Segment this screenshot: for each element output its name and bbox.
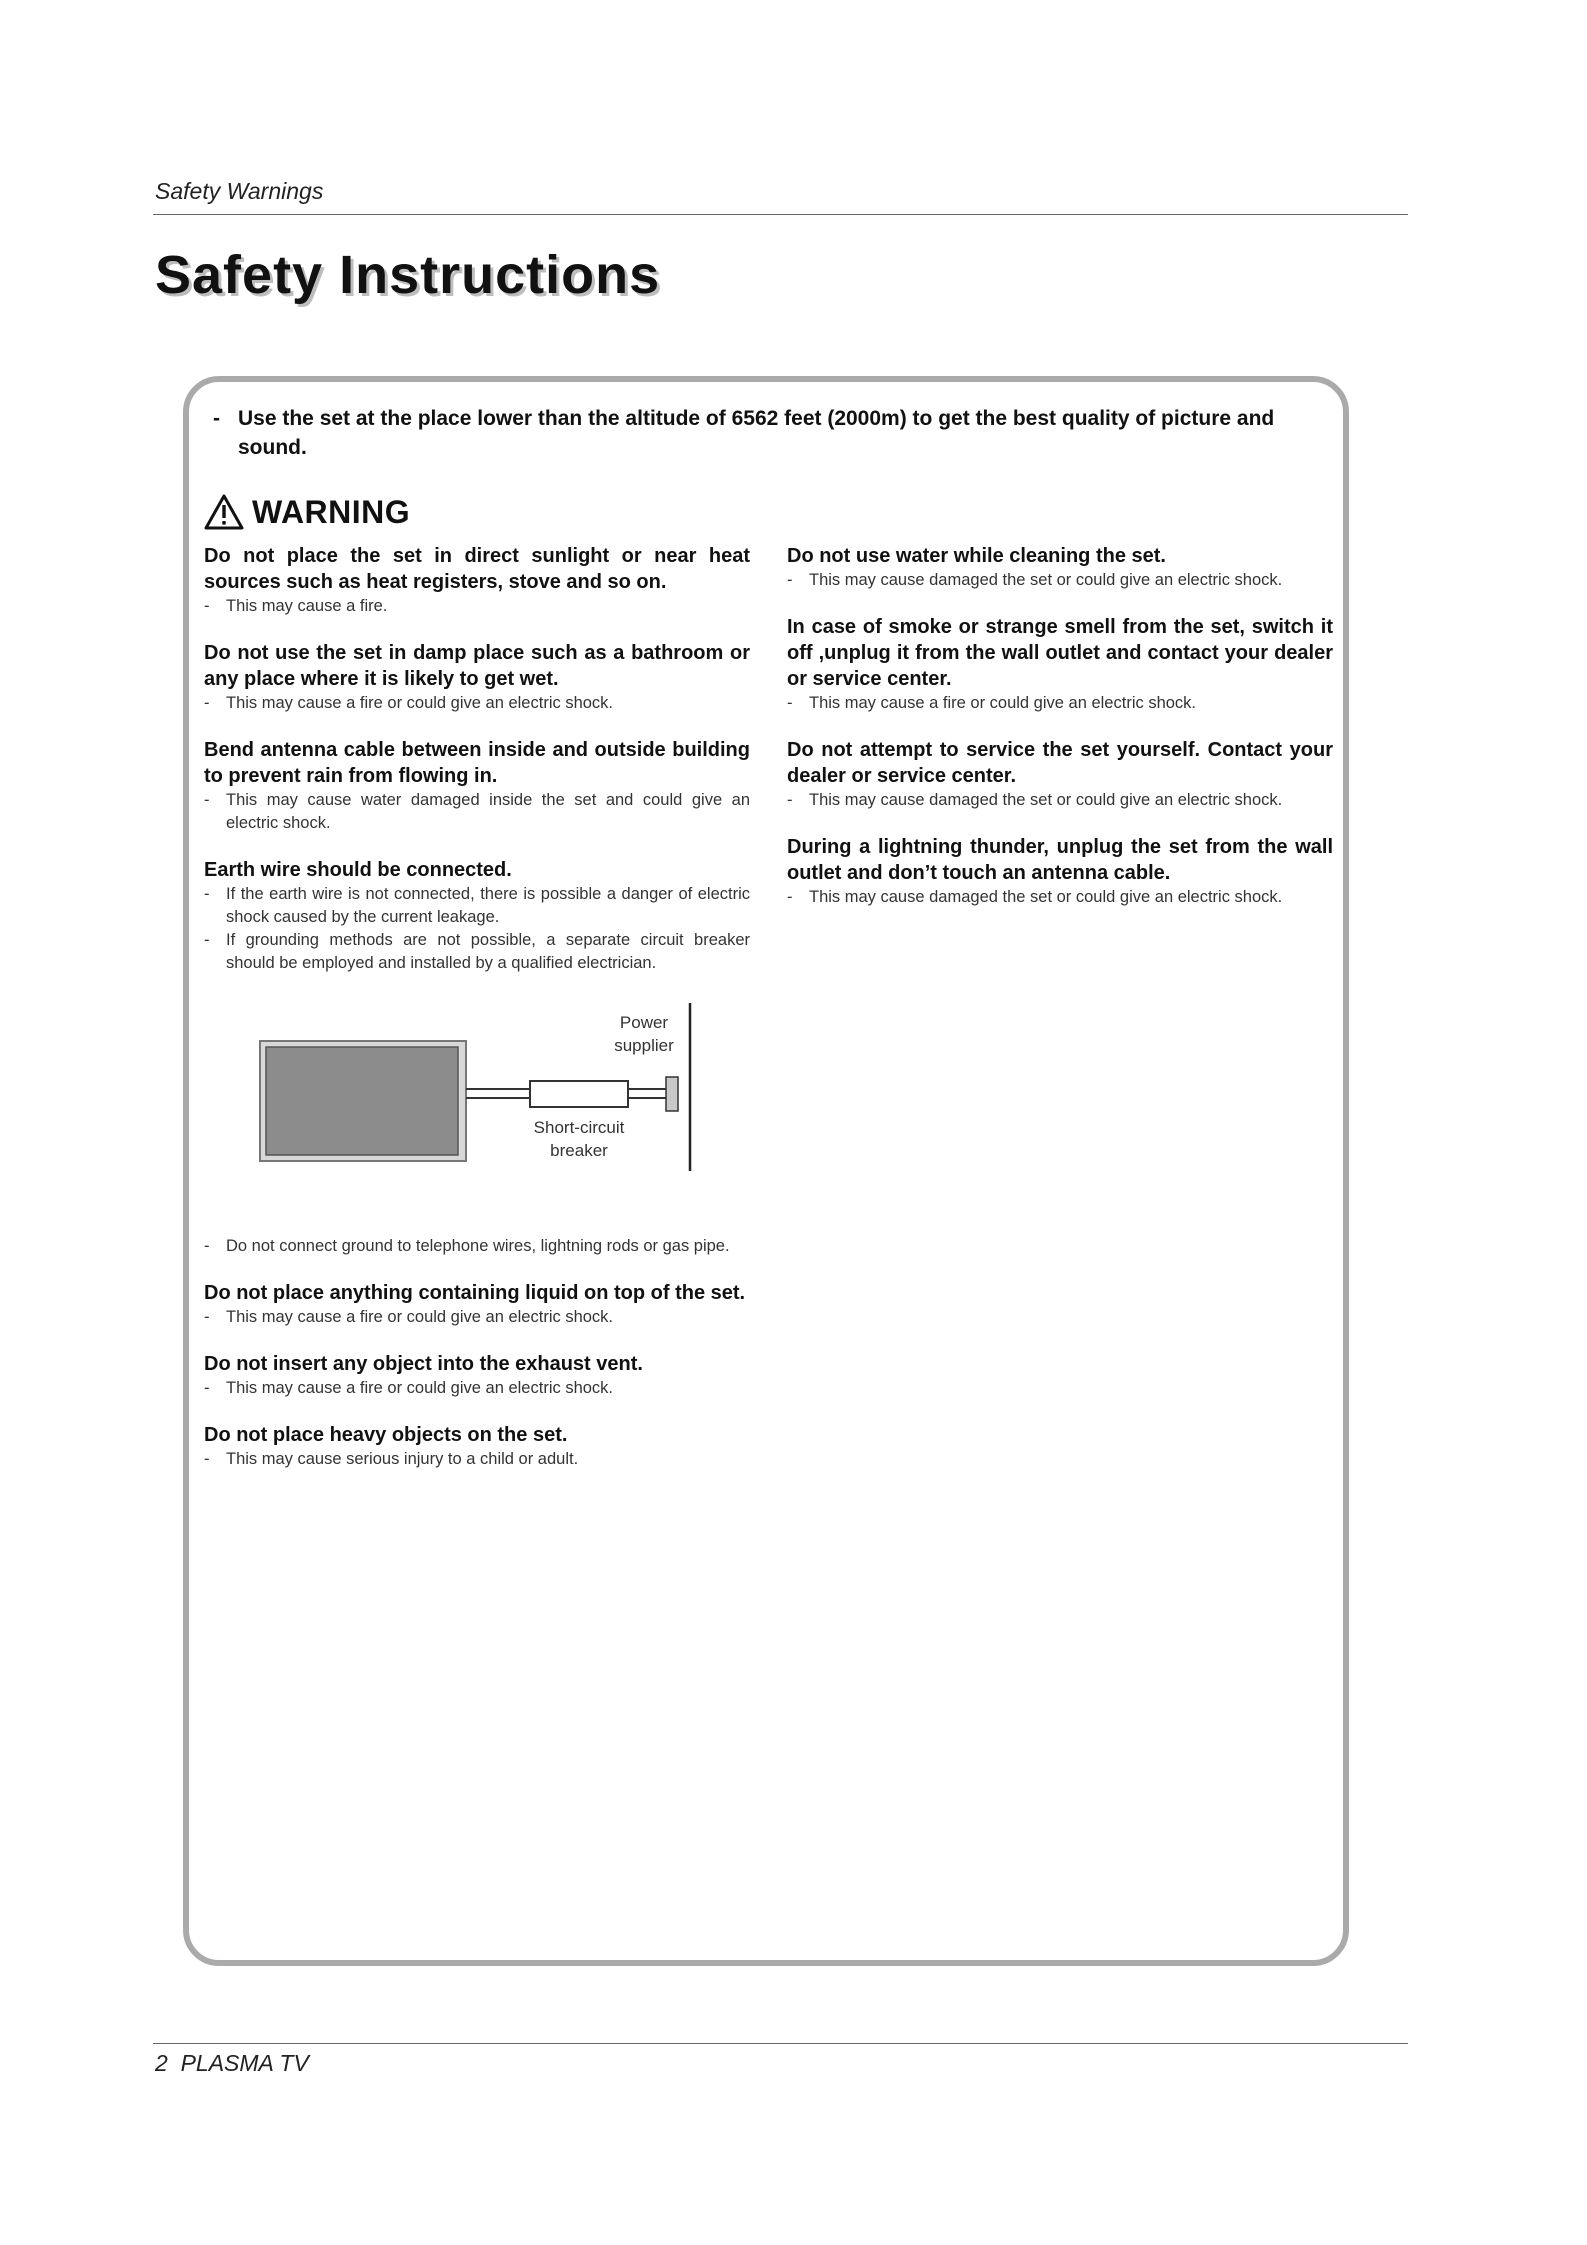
instruction-note: [787, 569, 1333, 592]
right-column: [787, 543, 1333, 931]
instruction-note: [204, 789, 750, 835]
ground-note-text: Do not connect ground to telephone wires, lightning rods or gas pipe.: [226, 1237, 730, 1255]
instruction-note-text: If the earth wire is not connected, there is possible a danger of electric shock caused by the current leakage.: [226, 885, 750, 926]
bullet-dash: -: [204, 1308, 210, 1326]
instruction-item: [787, 737, 1333, 812]
instruction-note: [204, 929, 750, 975]
power-label-line1: Power: [619, 1013, 669, 1032]
ground-note: [204, 1235, 750, 1258]
instruction-note-text: This may cause water damaged inside the set and could give an electric shock.: [226, 791, 750, 832]
bullet-dash: -: [204, 791, 210, 809]
page-footer: 2 PLASMA TV: [155, 2050, 309, 2076]
instruction-note-text: This may cause a fire or could give an electric shock.: [809, 694, 1197, 712]
bullet-dash: -: [213, 407, 220, 430]
breaker-label: [514, 1116, 644, 1162]
instruction-heading: Do not place the set in direct sunlight or near heat sources such as heat registers, stove and so on.: [204, 545, 750, 593]
left-column: [204, 543, 750, 1493]
bullet-dash: -: [204, 1237, 210, 1255]
instruction-note: [787, 789, 1333, 812]
instruction-note: [204, 1448, 750, 1471]
instruction-note: [204, 883, 750, 929]
bullet-dash: -: [787, 791, 793, 809]
instruction-note-text: This may cause a fire or could give an electric shock.: [226, 1308, 614, 1326]
instruction-heading: During a lightning thunder, unplug the set from the wall outlet and don’t touch an antenna cable.: [787, 836, 1333, 884]
instruction-item: [204, 1351, 750, 1400]
instruction-item: [204, 1422, 750, 1471]
breaker-label-line1: Short-circuit: [533, 1118, 625, 1137]
warning-label: WARNING: [252, 493, 411, 530]
instruction-item: [204, 737, 750, 835]
instruction-note: [204, 1377, 750, 1400]
bullet-dash: -: [787, 694, 793, 712]
instruction-heading: Do not place anything containing liquid on top of the set.: [204, 1282, 746, 1304]
bullet-dash: -: [204, 1379, 210, 1397]
tv-screen: [266, 1047, 458, 1155]
instruction-heading: Bend antenna cable between inside and outside building to prevent rain from flowing in.: [204, 739, 750, 787]
instruction-note: [204, 692, 750, 715]
instruction-item: [787, 543, 1333, 592]
bullet-dash: -: [787, 888, 793, 906]
instruction-heading: Earth wire should be connected.: [204, 859, 512, 881]
bullet-dash: -: [204, 885, 210, 903]
instruction-heading: Do not insert any object into the exhaust vent.: [204, 1353, 643, 1375]
instruction-note-text: This may cause damaged the set or could give an electric shock.: [809, 571, 1283, 589]
power-supplier-label: [596, 1011, 692, 1057]
breaker-label-line2: breaker: [550, 1141, 608, 1160]
instruction-heading: Do not use the set in damp place such as a bathroom or any place where it is likely to get wet.: [204, 642, 750, 690]
instruction-item: [204, 543, 750, 618]
instruction-note: [204, 1306, 750, 1329]
instruction-heading: In case of smoke or strange smell from the set, switch it off ,unplug it from the wall outlet and contact your dealer or service center.: [787, 616, 1333, 690]
power-label-line2: supplier: [614, 1036, 674, 1055]
instruction-note: [204, 595, 750, 618]
warning-triangle-icon: [204, 494, 244, 530]
altitude-instruction: [213, 404, 1343, 462]
instruction-note-text: This may cause a fire.: [226, 597, 388, 615]
instruction-note: [787, 692, 1333, 715]
instruction-note: [787, 886, 1333, 909]
instruction-item: [204, 640, 750, 715]
bullet-dash: -: [204, 1450, 210, 1468]
instruction-heading: Do not attempt to service the set yourself. Contact your dealer or service center.: [787, 739, 1333, 787]
instruction-item: [204, 1280, 750, 1329]
instruction-note-text: This may cause a fire or could give an electric shock.: [226, 694, 614, 712]
instruction-item: [204, 857, 750, 975]
instruction-note-text: This may cause a fire or could give an electric shock.: [226, 1379, 614, 1397]
grounding-diagram: [204, 1003, 750, 1203]
instruction-note-text: This may cause damaged the set or could give an electric shock.: [809, 888, 1283, 906]
instruction-note-text: This may cause damaged the set or could give an electric shock.: [809, 791, 1283, 809]
header-divider: [153, 214, 1408, 215]
instruction-note-text: If grounding methods are not possible, a separate circuit breaker should be employed and installed by a qualified electrician.: [226, 931, 750, 972]
bullet-dash: -: [787, 571, 793, 589]
wall-outlet: [666, 1077, 678, 1111]
bullet-dash: -: [204, 597, 210, 615]
instruction-item: [787, 614, 1333, 715]
bullet-dash: -: [204, 931, 210, 949]
instruction-note-text: This may cause serious injury to a child or adult.: [226, 1450, 579, 1468]
breaker-box: [530, 1081, 628, 1107]
instruction-heading: Do not use water while cleaning the set.: [787, 545, 1166, 567]
section-header: Safety Warnings: [155, 178, 324, 204]
page-title: Safety Instructions: [155, 245, 661, 305]
altitude-instruction-text: Use the set at the place lower than the altitude of 6562 feet (2000m) to get the best quality of picture and sound.: [238, 407, 1275, 459]
footer-divider: [153, 2043, 1408, 2044]
instruction-heading: Do not place heavy objects on the set.: [204, 1424, 568, 1446]
warning-heading: [204, 490, 410, 534]
bullet-dash: -: [204, 694, 210, 712]
instruction-item: [787, 834, 1333, 909]
